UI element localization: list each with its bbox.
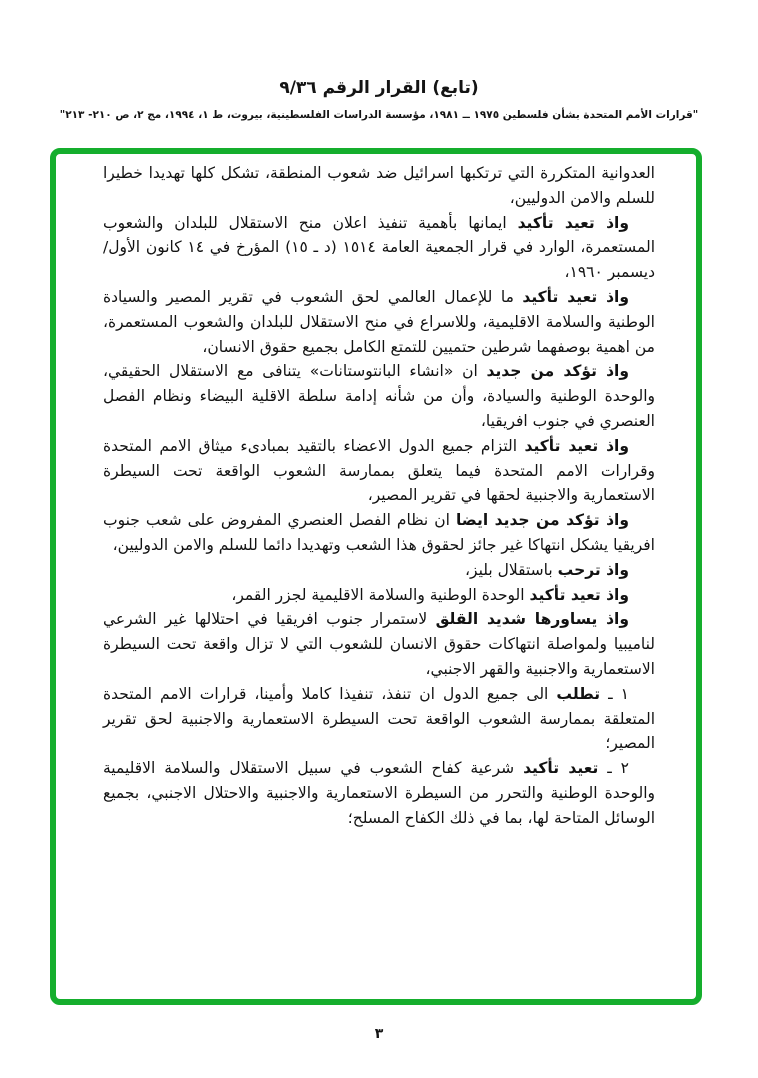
- paragraph-lead: تطلب: [556, 684, 601, 703]
- document-paragraph: [103, 756, 655, 830]
- document-paragraph: [103, 558, 655, 583]
- paragraph-lead: واذ ترحب: [557, 560, 629, 579]
- document-paragraph: [103, 359, 655, 433]
- paragraph-lead: تعيد تأكيد: [523, 759, 599, 778]
- document-paragraph: [103, 682, 655, 756]
- paragraph-body: الى جميع الدول ان تنفذ، تنفيذا كاملا وأمينا، قرارات الامم المتحدة المتعلقة بممارسة الشعوب الواقعة تحت السيطرة الاستعمارية والاجنبية لحق تقرير المصير؛: [103, 684, 655, 753]
- paragraph-body: التزام جميع الدول الاعضاء بالتقيد بمبادىء ميثاق الامم المتحدة وقرارات الامم المتحدة فيما يتعلق بممارسة الشعوب الواقعة تحت السيطرة الاستعمارية والاجنبية لحقها في تقرير المصير،: [103, 436, 655, 505]
- paragraph-lead: واذ تعيد تأكيد: [524, 436, 629, 455]
- paragraph-lead: واذ تؤكد من جديد ايضا: [455, 511, 629, 530]
- paragraph-body: ما للإعمال العالمي لحق الشعوب في تقرير المصير والسيادة الوطنية والسلامة الاقليمية، وللاسراع في منح الاستقلال للبلدان والشعوب المستعمرة، من اهمية بوصفهما شرطين حتميين للتمتع الكامل بجميع حقوق الانسان،: [103, 287, 655, 356]
- source-citation: "قرارات الأمم المتحدة بشأن فلسطين ١٩٧٥ ــ ١٩٨١، مؤسسة الدراسات الفلسطينية، بيروت، ط ١، ١٩٩٤، مج ٢، ص ٢١٠- ٢١٣": [59, 109, 699, 121]
- document-paragraph: [103, 607, 655, 681]
- paragraph-lead: واذ تعيد تأكيد: [529, 585, 629, 604]
- paragraph-body: ان نظام الفصل العنصري المفروض على شعب جنوب افريقيا يشكل انتهاكا غير جائز لحقوق هذا الشعب وتهديدا دائما للسلم والامن الدوليين،: [103, 511, 655, 554]
- document-paragraph: [103, 583, 655, 608]
- paragraph-body: باستقلال بليز،: [465, 560, 553, 579]
- resolution-title: (تابع) القرار الرقم ٩/٣٦: [279, 78, 479, 98]
- item-number: ١ ـ: [608, 684, 629, 703]
- paragraph-body: شرعية كفاح الشعوب في سبيل الاستقلال والسلامة الاقليمية والوحدة الوطنية والتحرر من السيطرة الاستعمارية والاجنبية والاحتلال الاجنبي، بجميع الوسائل المتاحة لها، بما في ذلك الكفاح المسلح؛: [103, 759, 655, 827]
- document-paragraph: [103, 285, 655, 359]
- document-paragraph: [103, 161, 655, 211]
- paragraph-body: ان «انشاء البانتوستانات» يتنافى مع الاستقلال الحقيقي، والوحدة الوطنية والسيادة، وأن من شأنه إدامة سلطة الاقلية البيضاء ونظام الفصل العنصري في جنوب افريقيا،: [103, 362, 655, 430]
- paragraph-lead: واذ يساورها شديد القلق: [435, 610, 629, 629]
- resolution-text-block: [103, 161, 655, 831]
- paragraph-body: ايمانها بأهمية تنفيذ اعلان منح الاستقلال للبلدان والشعوب المستعمرة، الوارد في قرار الجمعية العامة ١٥١٤ (د ـ ١٥) المؤرخ في ١٤ كانون الأول/ديسمبر ١٩٦٠،: [103, 213, 655, 282]
- paragraph-body: الوحدة الوطنية والسلامة الاقليمية لجزر القمر،: [231, 585, 525, 604]
- document-paragraph: [103, 434, 655, 508]
- paragraph-body: العدوانية المتكررة التي ترتكبها اسرائيل ضد شعوب المنطقة، تشكل كلها تهديدا خطيرا للسلم والامن الدوليين،: [103, 164, 655, 207]
- paragraph-body: لاستمرار جنوب افريقيا في احتلالها غير الشرعي لناميبيا ولمواصلة انتهاكات حقوق الانسان للشعوب التي لا تزال واقعة تحت السيطرة الاستعمارية والاجنبية والقهر الاجنبي،: [103, 610, 655, 678]
- paragraph-lead: واذ تعيد تأكيد: [522, 287, 629, 306]
- page-number: ٣: [374, 1026, 384, 1042]
- document-paragraph: [103, 211, 655, 285]
- document-paragraph: [103, 508, 655, 558]
- paragraph-lead: واذ تؤكد من جديد: [486, 362, 629, 381]
- item-number: ٢ ـ: [607, 759, 629, 778]
- paragraph-lead: واذ تعيد تأكيد: [517, 213, 629, 232]
